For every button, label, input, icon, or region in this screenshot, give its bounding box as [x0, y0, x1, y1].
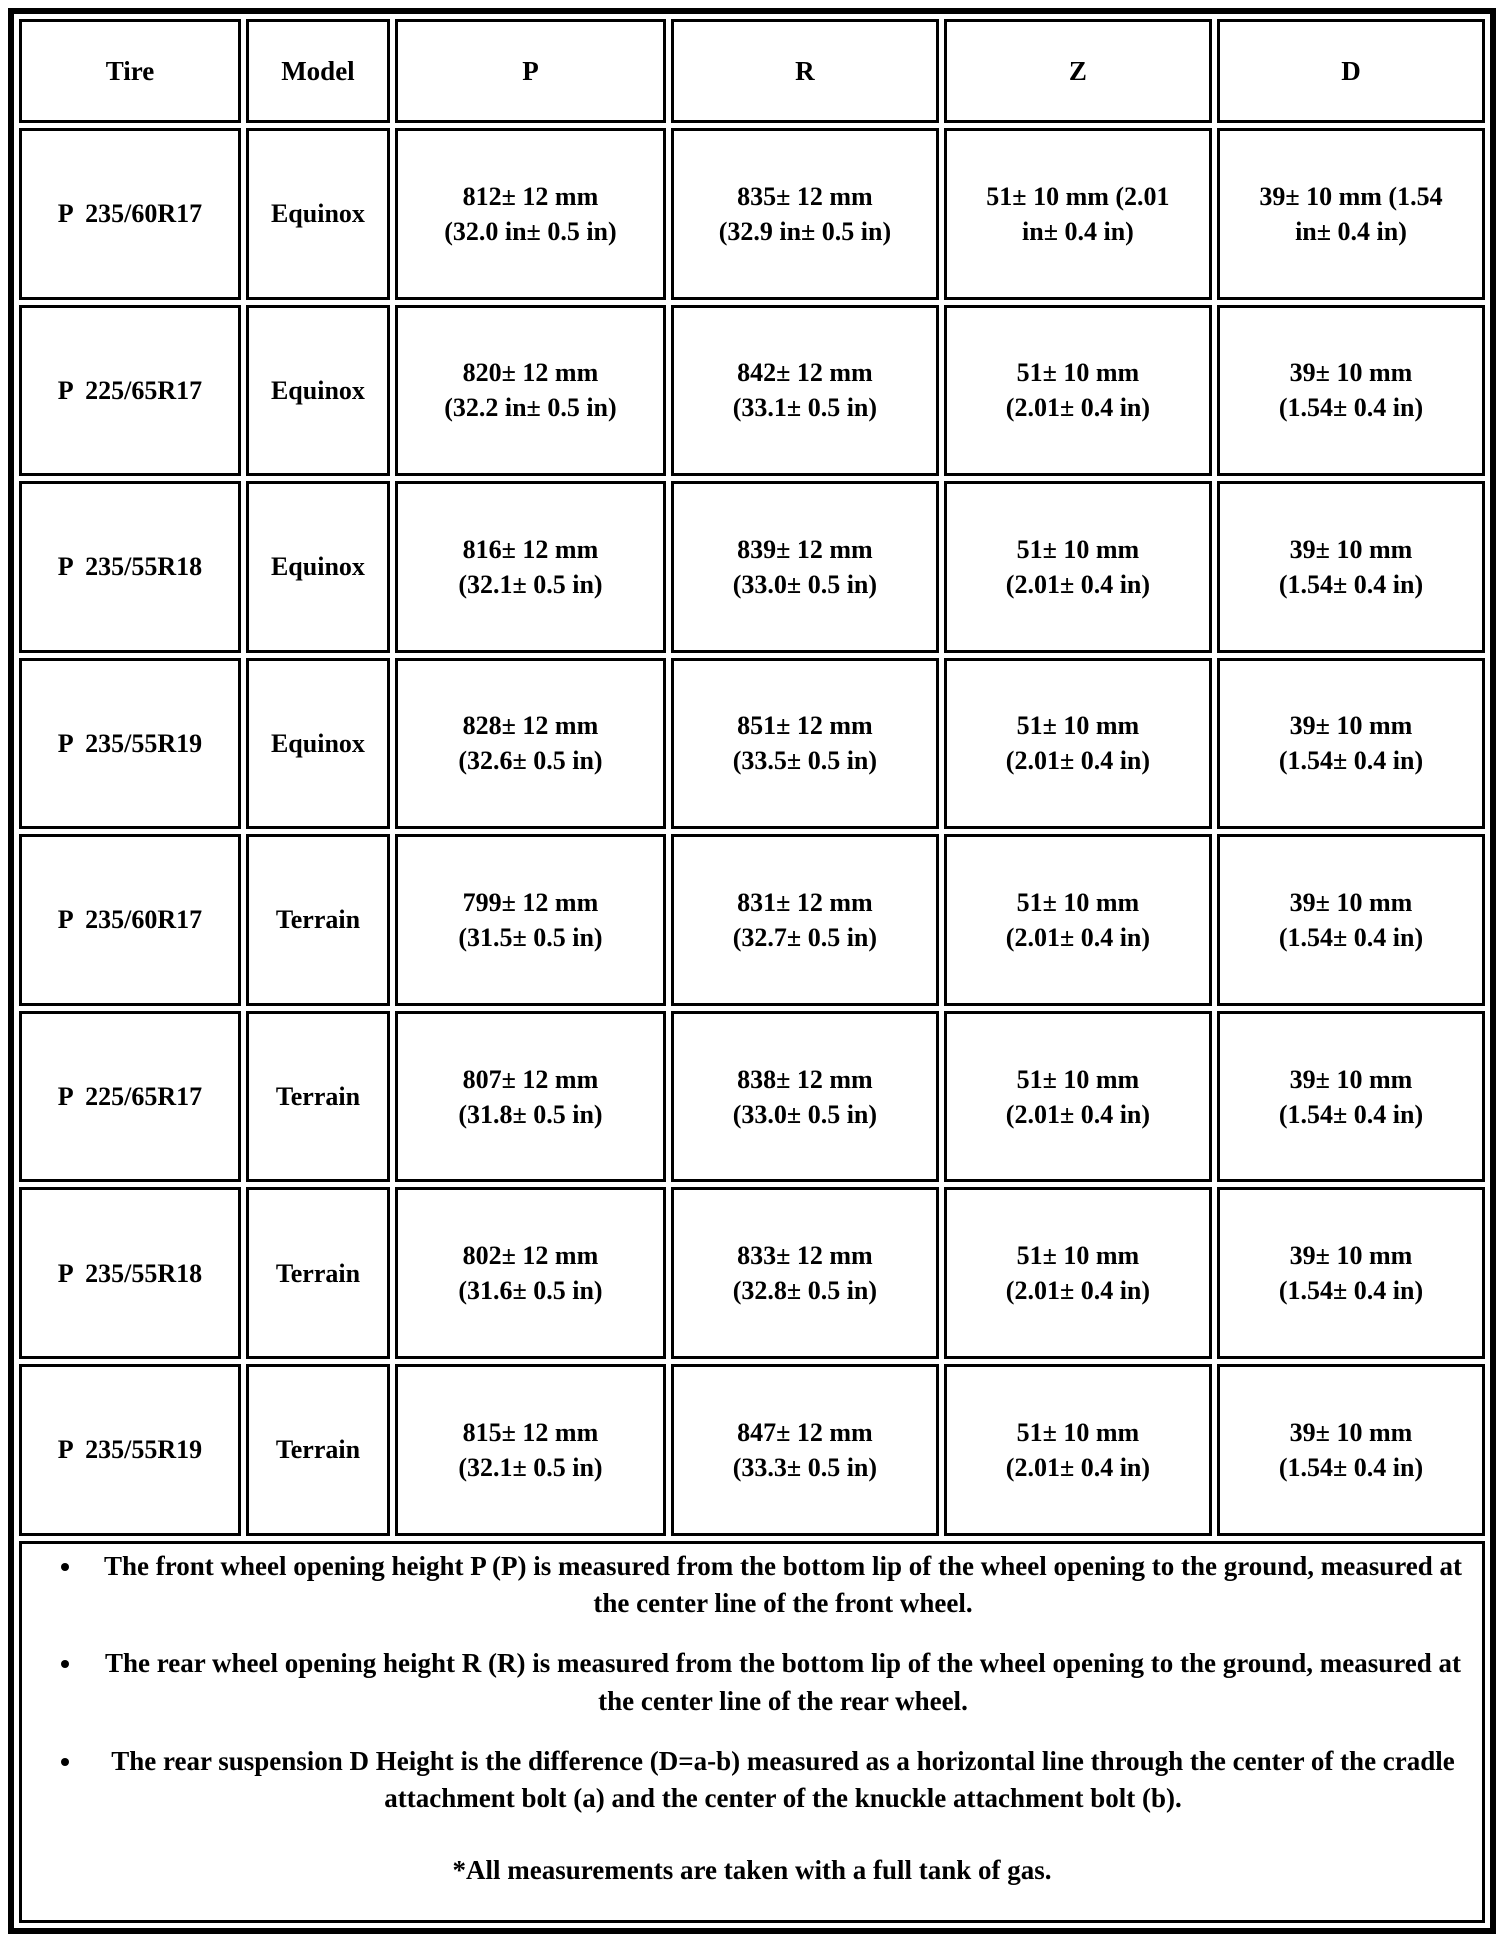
table-row [19, 658, 1485, 830]
p-mm: 802± 12 mm [462, 1241, 599, 1271]
z-mm: 51± 10 mm [1016, 1064, 1140, 1094]
tire-cell: P 225/65R17 [19, 305, 241, 477]
col-header-model: Model [246, 19, 390, 123]
r-cell [671, 834, 939, 1006]
d-in: (1.54± 0.4 in) [1278, 393, 1424, 423]
d-in: in± 0.4 in) [1295, 216, 1407, 246]
r-mm: 842± 12 mm [737, 358, 873, 388]
tire-cell: P 235/55R19 [19, 1364, 241, 1536]
table-row [19, 834, 1485, 1006]
col-header-tire: Tire [19, 19, 241, 123]
p-in: (32.1± 0.5 in) [458, 1452, 603, 1482]
z-in: (2.01± 0.4 in) [1005, 569, 1151, 599]
tire-cell: P 235/55R18 [19, 481, 241, 653]
table-body [19, 128, 1485, 1923]
p-mm: 828± 12 mm [462, 711, 599, 741]
model-cell: Terrain [246, 1187, 390, 1359]
z-mm: 51± 10 mm [1016, 1417, 1140, 1447]
d-mm: 39± 10 mm [1289, 887, 1413, 917]
d-cell [1217, 1011, 1485, 1183]
r-in: (33.0± 0.5 in) [732, 1099, 878, 1129]
r-mm: 838± 12 mm [737, 1064, 873, 1094]
z-mm: 51± 10 mm [1016, 358, 1140, 388]
d-in: (1.54± 0.4 in) [1278, 1452, 1424, 1482]
z-mm: 51± 10 mm [1016, 887, 1140, 917]
note-front-wheel-opening: • The front wheel opening height P (P) is measured from the bottom lip of the wheel opening to the ground, measured at the center line of the front wheel. [84, 1548, 1476, 1624]
col-header-p: P [395, 19, 666, 123]
model-cell: Terrain [246, 834, 390, 1006]
p-cell [395, 658, 666, 830]
trim-height-spec-table [8, 8, 1496, 1934]
d-mm: 39± 10 mm [1289, 711, 1413, 741]
p-in: (32.6± 0.5 in) [458, 746, 603, 776]
notes-cell [19, 1541, 1485, 1924]
notes-list [58, 1548, 1476, 1819]
z-cell [944, 1187, 1212, 1359]
tire-cell: P 225/65R17 [19, 1011, 241, 1183]
z-mm: 51± 10 mm (2.01 [986, 181, 1170, 211]
p-mm: 815± 12 mm [462, 1417, 599, 1447]
model-cell: Equinox [246, 305, 390, 477]
p-cell [395, 834, 666, 1006]
r-in: (33.1± 0.5 in) [732, 393, 878, 423]
col-header-z: Z [944, 19, 1212, 123]
z-cell [944, 128, 1212, 300]
p-cell [395, 1364, 666, 1536]
d-mm: 39± 10 mm [1289, 534, 1413, 564]
r-cell [671, 1011, 939, 1183]
note-rear-suspension-d-height: • The rear suspension D Height is the difference (D=a-b) measured as a horizontal line through the center of the cradle attachment bolt (a) and the center of the knuckle attachment bolt (b). [84, 1743, 1476, 1819]
table-row [19, 305, 1485, 477]
r-cell [671, 1364, 939, 1536]
d-in: (1.54± 0.4 in) [1278, 746, 1424, 776]
r-in: (33.0± 0.5 in) [732, 569, 878, 599]
table-row [19, 128, 1485, 300]
col-header-r: R [671, 19, 939, 123]
tire-cell: P 235/60R17 [19, 128, 241, 300]
r-in: (32.8± 0.5 in) [732, 1276, 878, 1306]
model-cell: Terrain [246, 1364, 390, 1536]
d-mm: 39± 10 mm [1289, 1417, 1413, 1447]
r-mm: 831± 12 mm [737, 887, 873, 917]
d-cell [1217, 834, 1485, 1006]
table-header [19, 19, 1485, 123]
d-mm: 39± 10 mm [1289, 358, 1413, 388]
p-mm: 816± 12 mm [462, 534, 599, 564]
d-cell [1217, 481, 1485, 653]
p-mm: 799± 12 mm [462, 887, 599, 917]
table-row [19, 1011, 1485, 1183]
header-row [19, 19, 1485, 123]
z-cell [944, 481, 1212, 653]
z-in: (2.01± 0.4 in) [1005, 1452, 1151, 1482]
notes-row [19, 1541, 1485, 1924]
p-in: (31.5± 0.5 in) [458, 923, 603, 953]
d-cell [1217, 658, 1485, 830]
z-mm: 51± 10 mm [1016, 1241, 1140, 1271]
p-cell [395, 305, 666, 477]
d-cell [1217, 1187, 1485, 1359]
d-cell [1217, 1364, 1485, 1536]
p-in: (32.1± 0.5 in) [458, 569, 603, 599]
z-cell [944, 1011, 1212, 1183]
d-mm: 39± 10 mm [1289, 1064, 1413, 1094]
note-rear-wheel-opening: • The rear wheel opening height R (R) is measured from the bottom lip of the wheel opening to the ground, measured at the center line of the rear wheel. [84, 1645, 1476, 1721]
tire-cell: P 235/55R18 [19, 1187, 241, 1359]
z-in: (2.01± 0.4 in) [1005, 923, 1151, 953]
d-in: (1.54± 0.4 in) [1278, 569, 1424, 599]
p-cell [395, 481, 666, 653]
r-in: (32.7± 0.5 in) [732, 923, 878, 953]
z-in: (2.01± 0.4 in) [1005, 1099, 1151, 1129]
p-cell [395, 1187, 666, 1359]
model-cell: Terrain [246, 1011, 390, 1183]
d-in: (1.54± 0.4 in) [1278, 923, 1424, 953]
footnote: *All measurements are taken with a full tank of gas. [452, 1855, 1052, 1886]
model-cell: Equinox [246, 658, 390, 830]
table-row [19, 1187, 1485, 1359]
d-mm: 39± 10 mm [1289, 1241, 1413, 1271]
r-mm: 833± 12 mm [737, 1241, 873, 1271]
table-row [19, 1364, 1485, 1536]
z-cell [944, 658, 1212, 830]
z-cell [944, 834, 1212, 1006]
p-mm: 820± 12 mm [462, 358, 599, 388]
model-cell: Equinox [246, 128, 390, 300]
p-cell [395, 1011, 666, 1183]
tire-cell: P 235/60R17 [19, 834, 241, 1006]
z-in: in± 0.4 in) [1022, 216, 1134, 246]
z-in: (2.01± 0.4 in) [1005, 393, 1151, 423]
r-cell [671, 658, 939, 830]
r-mm: 847± 12 mm [737, 1417, 873, 1447]
r-in: (33.3± 0.5 in) [732, 1452, 878, 1482]
d-mm: 39± 10 mm (1.54 [1259, 181, 1443, 211]
r-mm: 835± 12 mm [737, 181, 873, 211]
r-mm: 851± 12 mm [737, 711, 873, 741]
r-cell [671, 128, 939, 300]
r-cell [671, 1187, 939, 1359]
tire-cell: P 235/55R19 [19, 658, 241, 830]
z-in: (2.01± 0.4 in) [1005, 746, 1151, 776]
z-mm: 51± 10 mm [1016, 534, 1140, 564]
r-mm: 839± 12 mm [737, 534, 873, 564]
table-row [19, 481, 1485, 653]
d-cell [1217, 305, 1485, 477]
p-mm: 807± 12 mm [462, 1064, 599, 1094]
r-cell [671, 481, 939, 653]
r-in: (33.5± 0.5 in) [732, 746, 878, 776]
p-in: (31.6± 0.5 in) [458, 1276, 603, 1306]
d-in: (1.54± 0.4 in) [1278, 1099, 1424, 1129]
model-cell: Equinox [246, 481, 390, 653]
z-in: (2.01± 0.4 in) [1005, 1276, 1151, 1306]
col-header-d: D [1217, 19, 1485, 123]
p-in: (32.0 in± 0.5 in) [444, 216, 617, 246]
z-cell [944, 1364, 1212, 1536]
p-in: (32.2 in± 0.5 in) [444, 393, 617, 423]
d-in: (1.54± 0.4 in) [1278, 1276, 1424, 1306]
z-cell [944, 305, 1212, 477]
p-cell [395, 128, 666, 300]
r-in: (32.9 in± 0.5 in) [718, 216, 892, 246]
p-in: (31.8± 0.5 in) [458, 1099, 603, 1129]
z-mm: 51± 10 mm [1016, 711, 1140, 741]
d-cell [1217, 128, 1485, 300]
r-cell [671, 305, 939, 477]
p-mm: 812± 12 mm [462, 181, 599, 211]
